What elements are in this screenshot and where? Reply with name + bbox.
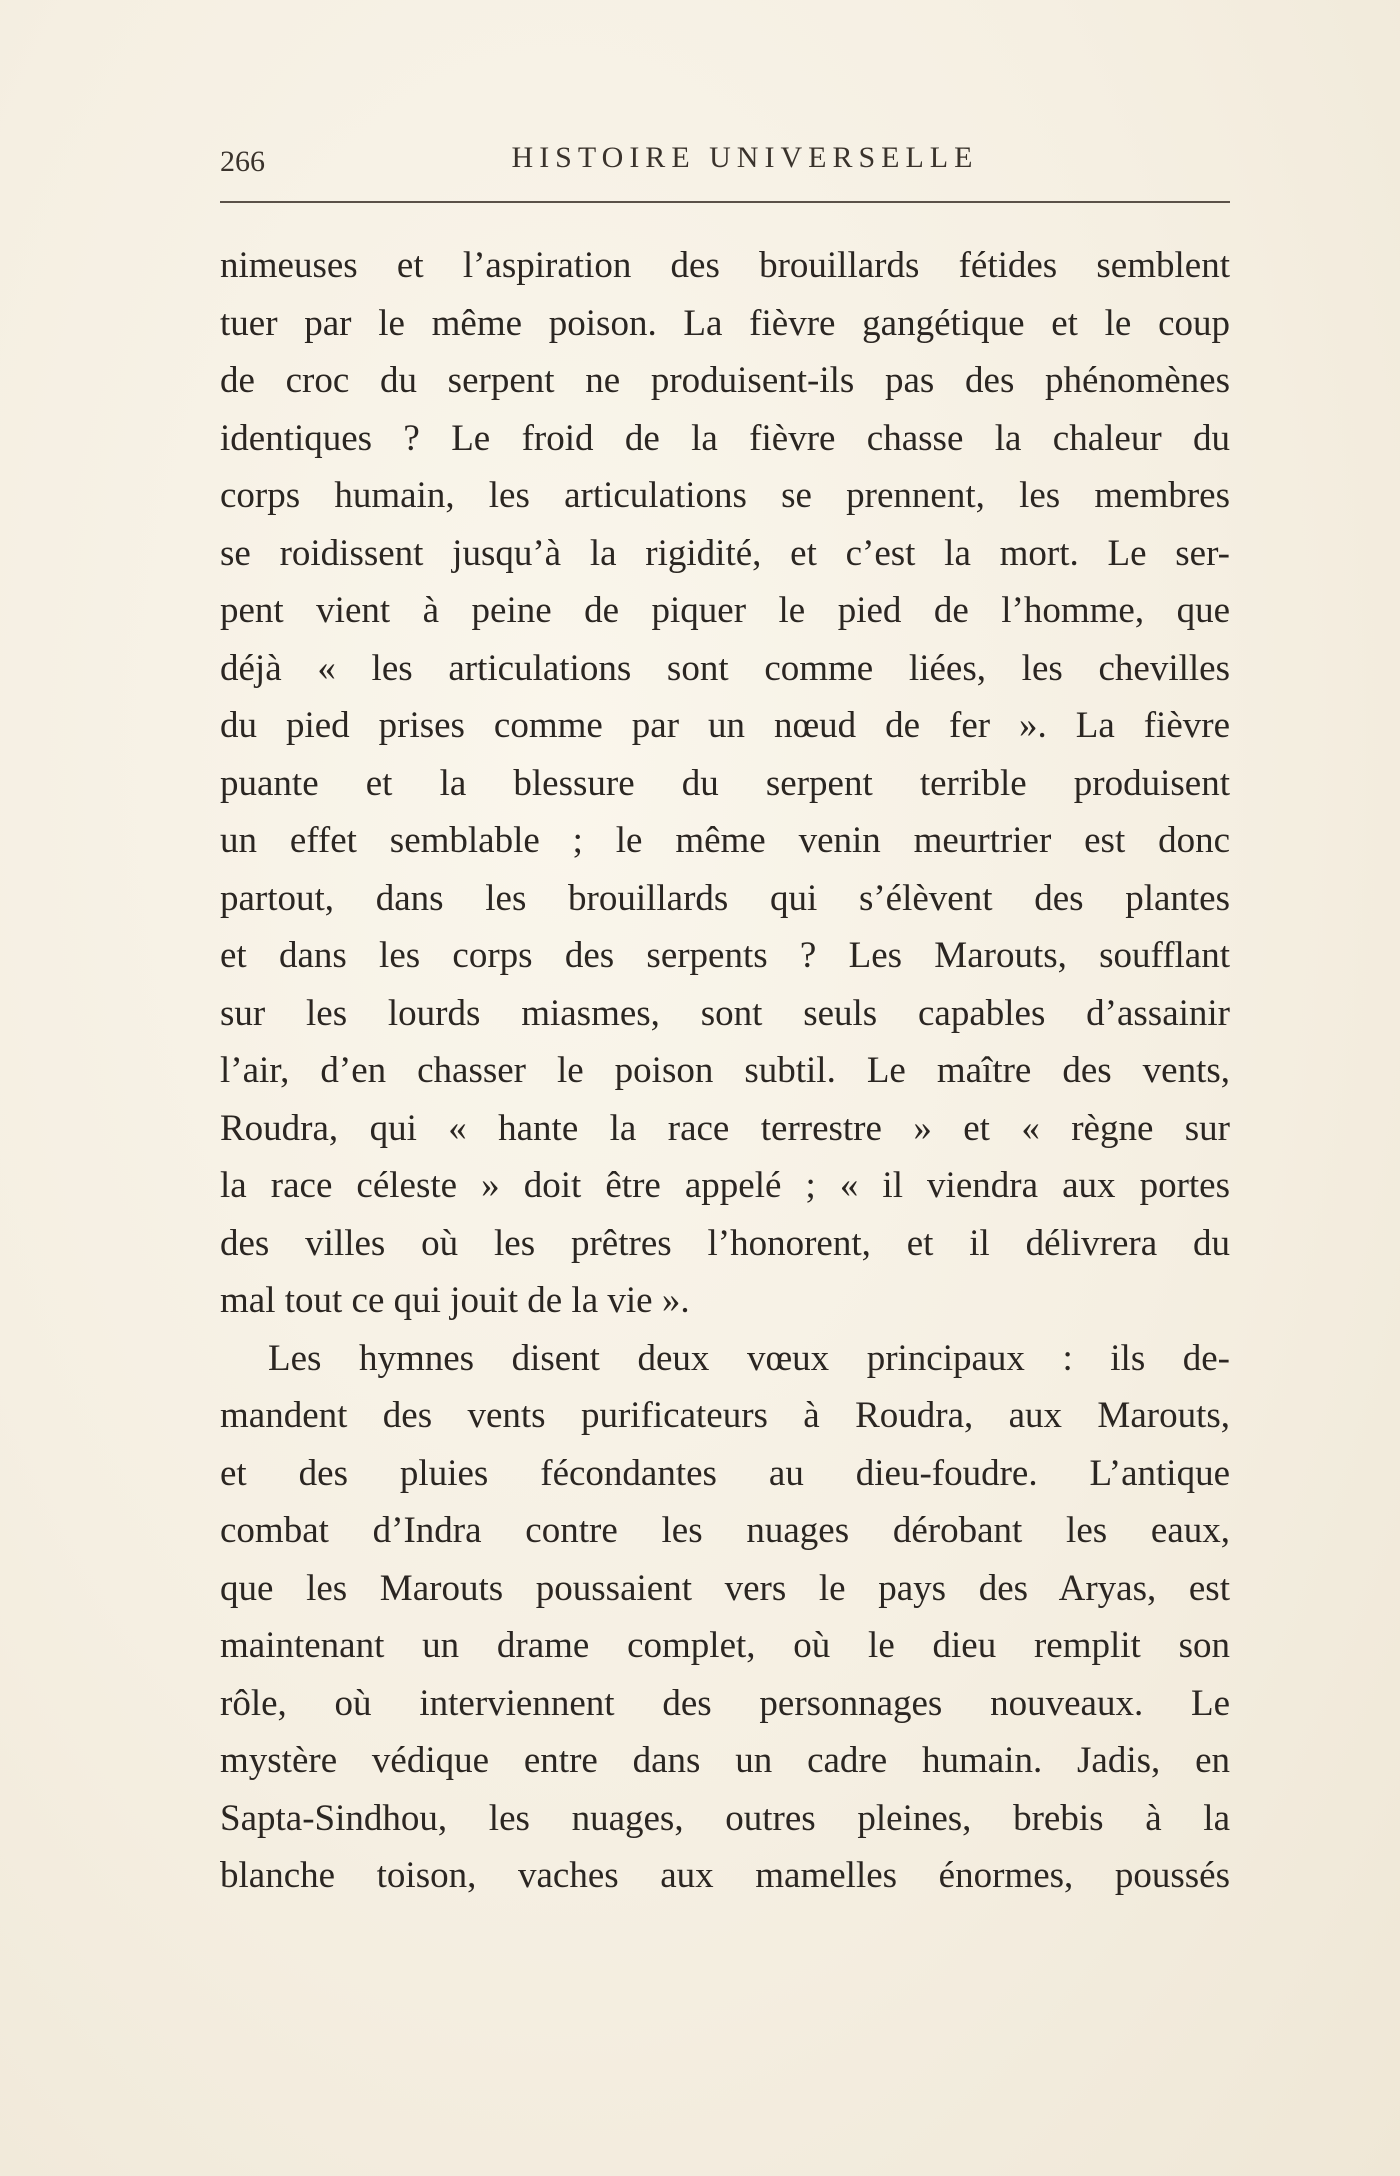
text-line: sur les lourds miasmes, sont seuls capables d’assainir	[220, 992, 1230, 1034]
page-header	[220, 137, 1230, 181]
text-line: mal tout ce qui jouit de la vie ».	[220, 1280, 690, 1321]
text-line: rôle, où interviennent des personnages nouveaux. Le	[220, 1682, 1230, 1724]
text-line: Roudra, qui « hante la race terrestre » et « règne sur	[220, 1107, 1230, 1149]
text-line: des villes où les prêtres l’honorent, et il délivrera du	[220, 1222, 1230, 1264]
text-line: pent vient à peine de piquer le pied de l’homme, que	[220, 590, 1230, 631]
header-rule	[220, 201, 1230, 203]
text-line: combat d’Indra contre les nuages dérobant les eaux,	[220, 1510, 1230, 1551]
text-line: Les hymnes disent deux vœux principaux : ils de-	[268, 1337, 1230, 1379]
text-line: identiques ? Le froid de la fièvre chasse la chaleur du	[220, 417, 1230, 459]
text-line: tuer par le même poison. La fièvre gangétique et le coup	[220, 302, 1230, 344]
page-number: 266	[220, 145, 265, 178]
text-line: et dans les corps des serpents ? Les Marouts, soufflant	[220, 935, 1230, 976]
text-line: la race céleste » doit être appelé ; « il viendra aux portes	[220, 1165, 1230, 1206]
text-line: puante et la blessure du serpent terrible produisent	[220, 762, 1230, 804]
text-line: se roidissent jusqu’à la rigidité, et c’est la mort. Le ser-	[220, 532, 1230, 574]
text-line: du pied prises comme par un nœud de fer ». La fièvre	[220, 705, 1230, 746]
body-text	[220, 237, 1230, 1905]
text-line: l’air, d’en chasser le poison subtil. Le maître des vents,	[220, 1050, 1230, 1091]
text-line: un effet semblable ; le même venin meurtrier est donc	[220, 820, 1230, 861]
running-title: HISTOIRE UNIVERSELLE	[511, 141, 979, 174]
text-line: blanche toison, vaches aux mamelles énormes, poussés	[220, 1855, 1230, 1896]
text-line: de croc du serpent ne produisent-ils pas des phénomènes	[220, 360, 1230, 401]
text-line: maintenant un drame complet, où le dieu remplit son	[220, 1625, 1230, 1666]
text-line: Sapta-Sindhou, les nuages, outres pleines, brebis à la	[220, 1797, 1230, 1839]
text-line: mandent des vents purificateurs à Roudra, aux Marouts,	[220, 1395, 1230, 1436]
text-line: mystère védique entre dans un cadre humain. Jadis, en	[220, 1740, 1230, 1781]
text-line: corps humain, les articulations se prennent, les membres	[220, 475, 1230, 516]
text-line: que les Marouts poussaient vers le pays des Aryas, est	[220, 1567, 1230, 1609]
text-line: partout, dans les brouillards qui s’élèvent des plantes	[220, 877, 1230, 919]
text-line: déjà « les articulations sont comme liées, les chevilles	[220, 647, 1230, 689]
text-line: et des pluies fécondantes au dieu-foudre. L’antique	[220, 1452, 1230, 1494]
text-line: nimeuses et l’aspiration des brouillards fétides semblent	[220, 245, 1230, 286]
